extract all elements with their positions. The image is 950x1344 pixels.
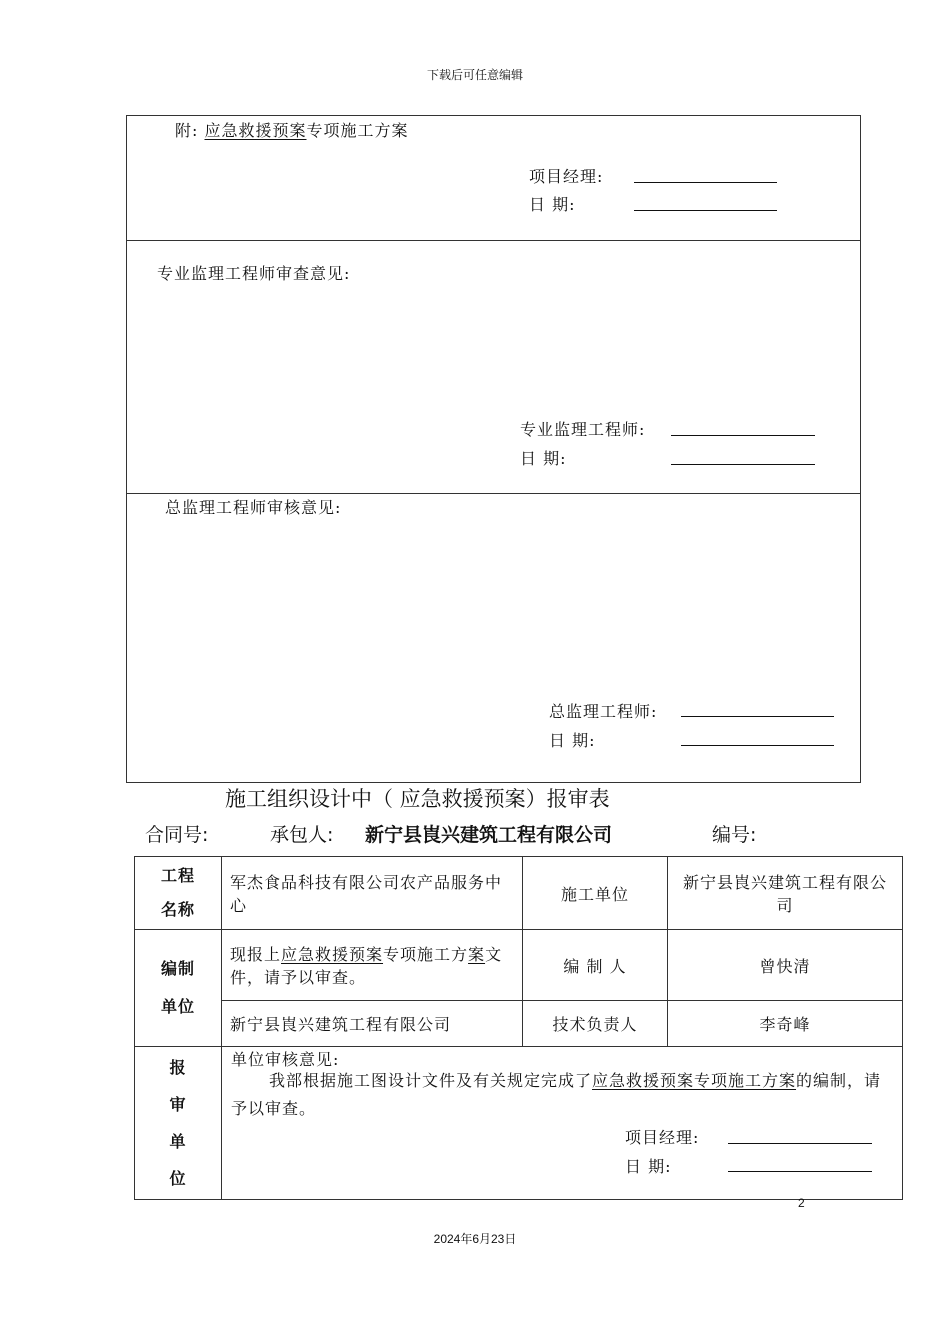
review-pm-line	[728, 1143, 872, 1144]
number-label: 编号:	[712, 824, 757, 846]
supervisor-review-section	[126, 240, 861, 494]
date-signature-line	[634, 210, 777, 211]
unit-review-cell	[222, 1047, 903, 1200]
contractor-name: 新宁县崀兴建筑工程有限公司	[365, 824, 613, 846]
supervisor-review-heading: 专业监理工程师审查意见:	[157, 264, 351, 283]
chief-review-heading: 总监理工程师审核意见:	[165, 498, 342, 517]
chief-signature-line	[681, 716, 834, 717]
supervisor-date-line	[671, 464, 815, 465]
chief-review-section	[126, 493, 861, 783]
supervisor-date-label: 日 期:	[520, 449, 567, 468]
unit-review-text: 我部根据施工图设计文件及有关规定完成了应急救援预案专项施工方案的编制，请予以审查。	[231, 1071, 882, 1118]
unit-review-heading: 单位审核意见:	[231, 1050, 340, 1069]
report-table	[134, 856, 903, 1200]
review-pm-label: 项目经理:	[625, 1128, 700, 1147]
chief-sign-label: 总监理工程师:	[549, 702, 658, 721]
chief-date-label: 日 期:	[549, 731, 596, 750]
supervisor-signature-line	[671, 435, 815, 436]
construction-unit-label: 施工单位	[523, 857, 668, 930]
construction-unit-value: 新宁县崀兴建筑工程有限公司	[668, 857, 903, 930]
project-name-value: 军杰食品科技有限公司农产品服务中心	[222, 857, 523, 930]
contract-label: 合同号:	[145, 824, 209, 846]
compiler-name: 曾快清	[668, 930, 903, 1001]
contractor-label: 承包人:	[270, 824, 334, 846]
supervisor-sign-label: 专业监理工程师:	[520, 420, 646, 439]
attachment-line: 附: 应急救援预案专项施工方案	[175, 121, 409, 140]
form-title: 施工组织设计中（ 应急救援预案）报审表	[225, 787, 610, 811]
review-date-label: 日 期:	[625, 1157, 672, 1176]
chief-date-line	[681, 745, 834, 746]
report-unit-label: 报 审 单 位	[135, 1047, 222, 1200]
review-date-line	[728, 1171, 872, 1172]
pm-signature-line	[634, 182, 777, 183]
tech-lead-label: 技术负责人	[523, 1001, 668, 1047]
footer-date: 2024年6月23日	[433, 1232, 517, 1246]
compile-unit-label: 编制 单位	[135, 930, 222, 1047]
attachment-link-text: 应急救援预案	[204, 121, 307, 140]
submit-text: 现报上应急救援预案专项施工方案文件，请予以审查。	[222, 930, 523, 1001]
tech-lead-name: 李奇峰	[668, 1001, 903, 1047]
compiler-label: 编 制 人	[523, 930, 668, 1001]
compile-unit-name: 新宁县崀兴建筑工程有限公司	[222, 1001, 523, 1047]
page-number: 2	[798, 1196, 805, 1210]
header-note: 下载后可任意编辑	[426, 68, 523, 82]
project-name-label: 工程 名称	[135, 857, 222, 930]
date-label: 日 期:	[529, 195, 576, 214]
attachment-section	[126, 115, 861, 241]
pm-label: 项目经理:	[529, 167, 604, 186]
